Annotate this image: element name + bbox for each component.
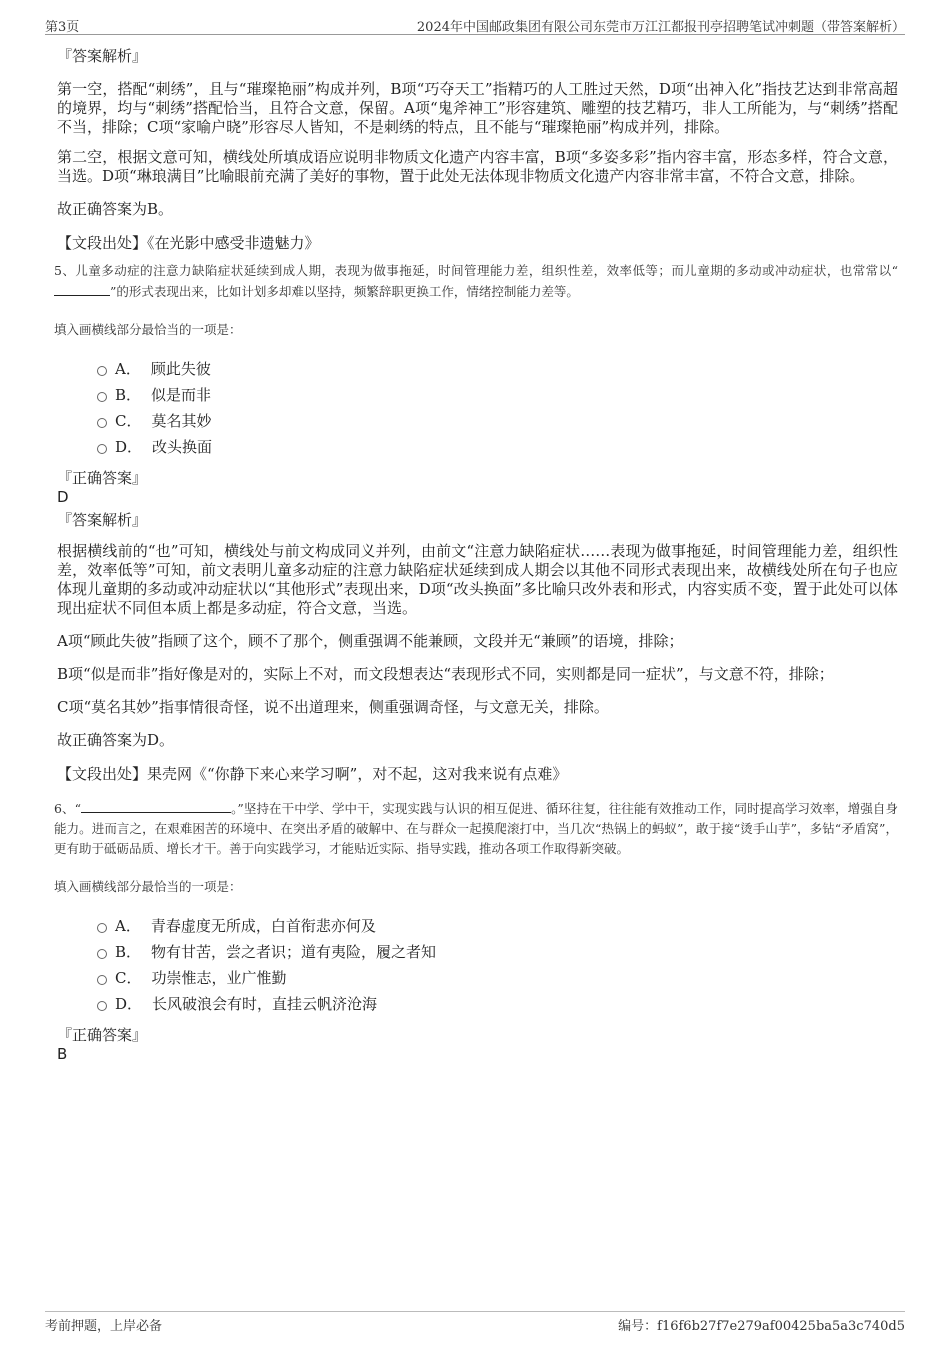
conclusion: 故正确答案为B。 bbox=[57, 200, 174, 218]
radio-icon[interactable] bbox=[97, 444, 107, 454]
analysis-paragraph: B项“似是而非”指好像是对的，实际上不对，而文段想表达“表现形式不同，实则都是同一症状”，与文意不符，排除； bbox=[57, 665, 834, 683]
answer-blank bbox=[54, 281, 110, 296]
page-footer bbox=[45, 1311, 905, 1334]
option-a[interactable]: A． 顾此失彼 bbox=[97, 358, 898, 384]
analysis-paragraph: 第一空，搭配“刺绣”，且与“璀璨艳丽”构成并列，B项“巧夺天工”指精巧的人工胜过天然，D项“出神入化”指技艺达到非常高超的境界，均与“刺绣”搭配恰当，且符合文意，保留。A项“鬼斧神工”形容建筑、雕塑的技艺精巧，非人工所能为，与“刺绣”搭配不当，排除；C项“家喻户晓”形容尽人皆知，不是刺绣的特点，且不能与“璀璨艳丽”构成并列，排除。 bbox=[57, 80, 898, 136]
option-c[interactable]: C． 莫名其妙 bbox=[97, 410, 898, 436]
question-prompt: 填入画横线部分最恰当的一项是： bbox=[54, 322, 242, 337]
conclusion: 故正确答案为D。 bbox=[57, 731, 175, 749]
answer-heading: 『正确答案』 bbox=[57, 469, 148, 487]
answer-blank bbox=[81, 798, 231, 813]
page-number: 第3页 bbox=[45, 20, 80, 35]
source-citation: 【文段出处】《在光影中感受非遗魅力》 bbox=[57, 234, 320, 252]
options-list bbox=[97, 358, 898, 462]
correct-answer: B bbox=[57, 1045, 68, 1063]
question-prompt: 填入画横线部分最恰当的一项是： bbox=[54, 879, 242, 894]
option-d[interactable]: D． 改头换面 bbox=[97, 436, 898, 462]
radio-icon[interactable] bbox=[97, 392, 107, 402]
option-b[interactable]: B． 物有甘苦，尝之者识；道有夷险，履之者知 bbox=[97, 941, 898, 967]
page-header bbox=[45, 14, 905, 35]
main-content bbox=[54, 46, 898, 1067]
radio-icon[interactable] bbox=[97, 975, 107, 985]
option-c[interactable]: C． 功崇惟志，业广惟勤 bbox=[97, 967, 898, 993]
analysis-paragraph: 根据横线前的“也”可知，横线处与前文构成同义并列，由前文“注意力缺陷症状……表现为做事拖延，时间管理能力差，组织性差，效率低等”可知，前文表明儿童多动症的注意力缺陷症状延续到成人期会以其他不同形式表现出来，故横线处所在句子也应体现儿童期的多动或冲动症状以“其他形式”表现出来，D项“改头换面”多比喻只改外表和形式，内容实质不变，置于此处可以体现出症状不同但本质上都是多动症，符合文意，当选。 bbox=[57, 542, 898, 617]
question-5-stem: 5、儿童多动症的注意力缺陷症状延续到成人期，表现为做事拖延，时间管理能力差，组织性差，效率低等；而儿童期的多动或冲动症状，也常常以“”的形式表现出来，比如计划多却难以坚持，频繁辞职更换工作，情绪控制能力差等。 bbox=[54, 263, 898, 299]
source-citation: 【文段出处】果壳网《“你静下来心来学习啊”，对不起，这对我来说有点难》 bbox=[57, 765, 568, 783]
radio-icon[interactable] bbox=[97, 949, 107, 959]
analysis-heading: 『答案解析』 bbox=[57, 47, 148, 65]
footer-slogan: 考前押题，上岸必备 bbox=[45, 1319, 163, 1334]
radio-icon[interactable] bbox=[97, 923, 107, 933]
analysis-paragraph: C项“莫名其妙”指事情很奇怪，说不出道理来，侧重强调奇怪，与文意无关，排除。 bbox=[57, 698, 609, 716]
correct-answer: D bbox=[57, 488, 69, 506]
document-title: 2024年中国邮政集团有限公司东莞市万江江都报刊亭招聘笔试冲刺题（带答案解析） bbox=[416, 20, 905, 35]
radio-icon[interactable] bbox=[97, 418, 107, 428]
answer-heading: 『正确答案』 bbox=[57, 1026, 148, 1044]
question-6-stem: 6、“ 。”坚持在干中学、学中干，实现实践与认识的相互促进、循环往复，往往能有效推动工作，同时提高学习效率，增强自身能力。进而言之，在艰难困苦的环境中、在突出矛盾的破解中、在与群众一起摸爬滚打中，当几次“热锅上的蚂蚁”，敢于接“烫手山芋”，多钻“矛盾窝”，更有助于砥砺品质、增长才干。善于向实践学习，才能贴近实际、指导实践，推动各项工作取得新突破。 bbox=[54, 798, 898, 859]
analysis-paragraph: 第二空，根据文意可知，横线处所填成语应说明非物质文化遗产内容丰富，B项“多姿多彩”指内容丰富，形态多样，符合文意，当选。D项“琳琅满目”比喻眼前充满了美好的事物，置于此处无法体现非物质文化遗产内容非常丰富，不符合文意，排除。 bbox=[57, 148, 898, 185]
document-id: 编号：f16f6b27f7e279af00425ba5a3c740d5 bbox=[618, 1319, 905, 1334]
options-list bbox=[97, 915, 898, 1019]
analysis-paragraph: A项“顾此失彼”指顾了这个，顾不了那个，侧重强调不能兼顾，文段并无“兼顾”的语境，排除； bbox=[57, 632, 684, 650]
option-d[interactable]: D． 长风破浪会有时，直挂云帆济沧海 bbox=[97, 993, 898, 1019]
radio-icon[interactable] bbox=[97, 1001, 107, 1011]
radio-icon[interactable] bbox=[97, 366, 107, 376]
option-a[interactable]: A． 青春虚度无所成，白首衔悲亦何及 bbox=[97, 915, 898, 941]
analysis-heading: 『答案解析』 bbox=[57, 511, 148, 529]
option-b[interactable]: B． 似是而非 bbox=[97, 384, 898, 410]
